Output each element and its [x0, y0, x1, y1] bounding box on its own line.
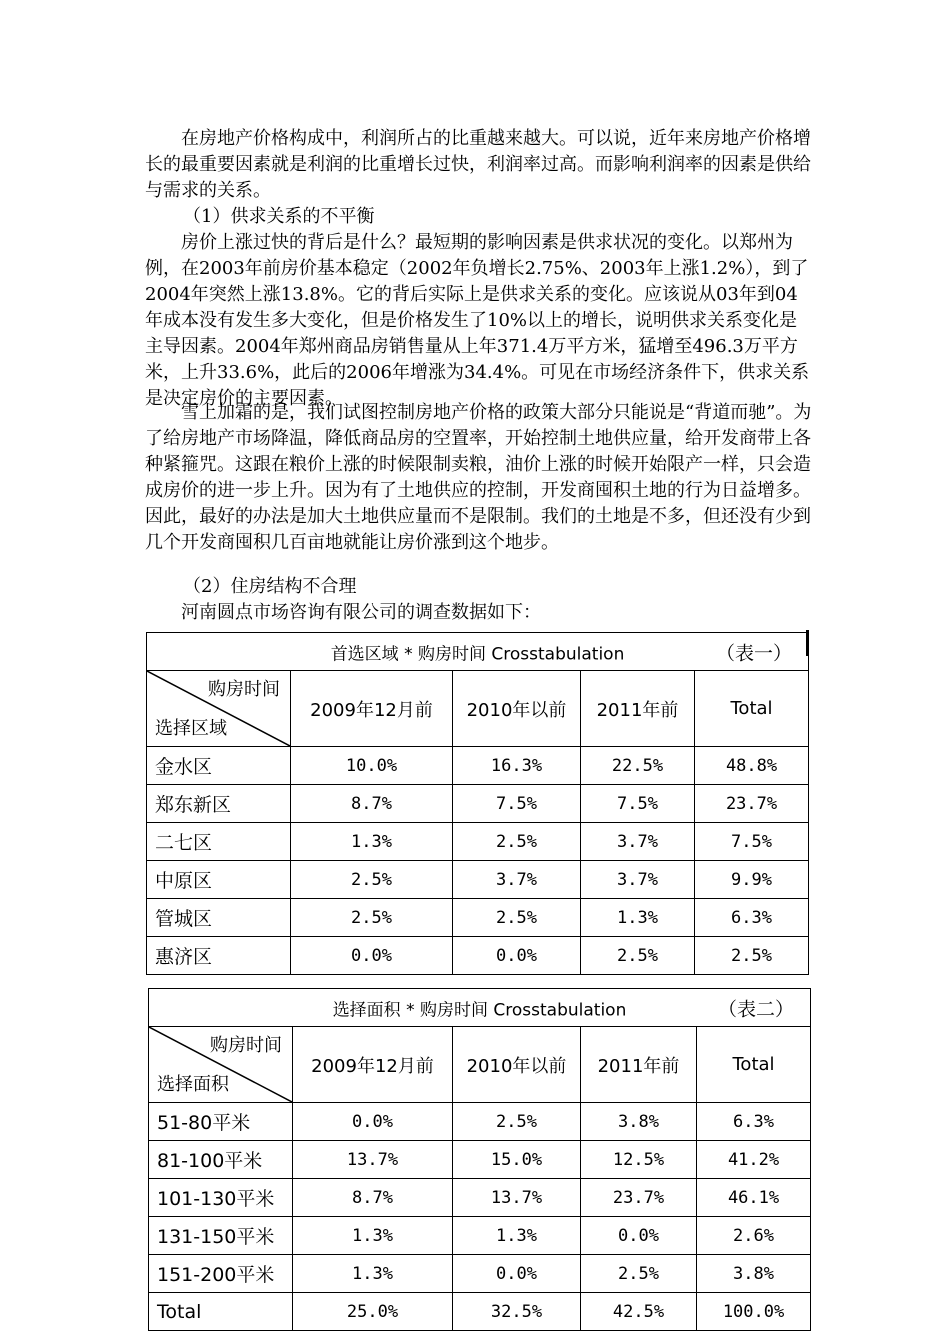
table-cell: 2.5% — [291, 899, 453, 937]
table-cell: 2.5% — [581, 1255, 697, 1293]
table-row — [147, 747, 809, 785]
table-cell: 25.0% — [293, 1293, 453, 1331]
corner-label-time: 购房时间 — [208, 679, 280, 700]
table-cell: 22.5% — [581, 747, 695, 785]
table-cell: 2.5% — [453, 823, 581, 861]
table-tag: （表二） — [718, 998, 795, 1020]
column-header: 2011年前 — [581, 671, 695, 747]
table-cell: 3.8% — [697, 1255, 811, 1293]
table-row — [147, 937, 809, 975]
column-header: 2009年12月前 — [293, 1027, 453, 1103]
table-cell: 3.8% — [581, 1103, 697, 1141]
table-title-row — [147, 633, 809, 671]
table-cell: 46.1% — [697, 1179, 811, 1217]
crosstab-table-area — [148, 988, 811, 1331]
heading-supply-demand: （1）供求关系的不平衡 — [183, 206, 375, 227]
column-header: 2011年前 — [581, 1027, 697, 1103]
table-cell: 42.5% — [581, 1293, 697, 1331]
column-header: Total — [697, 1027, 811, 1103]
table-corner-header — [147, 671, 291, 747]
column-header: 2009年12月前 — [291, 671, 453, 747]
table-title-row — [149, 989, 811, 1027]
table-cell: 1.3% — [293, 1255, 453, 1293]
table-cell: 8.7% — [293, 1179, 453, 1217]
table-cell: 15.0% — [453, 1141, 581, 1179]
row-label: 81-100平米 — [149, 1141, 293, 1179]
row-label: 151-200平米 — [149, 1255, 293, 1293]
table-cell: 2.5% — [581, 937, 695, 975]
table-row — [149, 1103, 811, 1141]
table-row — [149, 1141, 811, 1179]
column-header: 2010年以前 — [453, 671, 581, 747]
table-cell: 7.5% — [695, 823, 809, 861]
table-cell: 6.3% — [697, 1103, 811, 1141]
table-cell: 1.3% — [291, 823, 453, 861]
table-row — [149, 1217, 811, 1255]
table-row — [149, 1179, 811, 1217]
table-cell: 41.2% — [697, 1141, 811, 1179]
table-cell: 0.0% — [291, 937, 453, 975]
column-header: 2010年以前 — [453, 1027, 581, 1103]
table-cell: 9.9% — [695, 861, 809, 899]
corner-label-time: 购房时间 — [210, 1035, 282, 1056]
row-label: 101-130平米 — [149, 1179, 293, 1217]
table-cell: 32.5% — [453, 1293, 581, 1331]
table-cell: 10.0% — [291, 747, 453, 785]
table-cell: 100.0% — [697, 1293, 811, 1331]
table-row — [147, 899, 809, 937]
table-cell: 6.3% — [695, 899, 809, 937]
row-label: 51-80平米 — [149, 1103, 293, 1141]
row-label: Total — [149, 1293, 293, 1331]
table-cell: 3.7% — [453, 861, 581, 899]
table-cell: 0.0% — [453, 937, 581, 975]
corner-label-area: 选择区域 — [155, 718, 227, 739]
table-cell: 8.7% — [291, 785, 453, 823]
table-corner-header — [149, 1027, 293, 1103]
row-label: 中原区 — [147, 861, 291, 899]
table-cell: 3.7% — [581, 823, 695, 861]
table-cell: 13.7% — [453, 1179, 581, 1217]
row-label: 惠济区 — [147, 937, 291, 975]
column-header: Total — [695, 671, 809, 747]
row-label: 管城区 — [147, 899, 291, 937]
paragraph-survey-intro: 河南圆点市场咨询有限公司的调查数据如下： — [181, 602, 541, 623]
table-cell: 1.3% — [293, 1217, 453, 1255]
table-cell: 2.5% — [453, 899, 581, 937]
table-cell: 7.5% — [581, 785, 695, 823]
table-cell: 2.5% — [453, 1103, 581, 1141]
table-cell: 2.5% — [291, 861, 453, 899]
corner-label-size: 选择面积 — [157, 1074, 229, 1095]
table-cell: 0.0% — [581, 1217, 697, 1255]
table-cell: 23.7% — [695, 785, 809, 823]
table-row — [147, 823, 809, 861]
table-row — [149, 1293, 811, 1331]
table-edge-mark — [806, 630, 809, 656]
table-tag: （表一） — [716, 642, 793, 664]
paragraph-profit: 在房地产价格构成中，利润所占的比重越来越大。可以说，近年来房地产价格增长的最重要因素就是利润的比重增长过快，利润率过高。而影响利润率的因素是供给与需求的关系。 — [145, 128, 811, 201]
row-label: 郑东新区 — [147, 785, 291, 823]
row-label: 二七区 — [147, 823, 291, 861]
heading-housing-structure: （2）住房结构不合理 — [183, 576, 357, 597]
table-row — [147, 785, 809, 823]
table-cell: 12.5% — [581, 1141, 697, 1179]
table-title: 选择面积 * 购房时间 Crosstabulation — [332, 1000, 627, 1020]
table-cell: 2.6% — [697, 1217, 811, 1255]
table-row — [149, 1255, 811, 1293]
paragraph-policy: 雪上加霜的是，我们试图控制房地产价格的政策大部分只能说是“背道而驰”。为了给房地产市场降温，降低商品房的空置率，开始控制土地供应量，给开发商带上各种紧箍咒。这跟在粮价上涨的时候限制卖粮，油价上涨的时候开始限产一样，只会造成房价的进一步上升。因为有了土地供应的控制，开发商囤积土地的行为日益增多。因此，最好的办法是加大土地供应量而不是限制。我们的土地是不多，但还没有少到几个开发商囤积几百亩地就能让房价涨到这个地步。 — [145, 402, 812, 553]
table-cell: 0.0% — [453, 1255, 581, 1293]
row-label: 131-150平米 — [149, 1217, 293, 1255]
table-cell: 2.5% — [695, 937, 809, 975]
table-cell: 0.0% — [293, 1103, 453, 1141]
table-cell: 1.3% — [581, 899, 695, 937]
table-cell: 7.5% — [453, 785, 581, 823]
table-row — [147, 861, 809, 899]
table-cell: 48.8% — [695, 747, 809, 785]
table-cell: 13.7% — [293, 1141, 453, 1179]
table-cell: 1.3% — [453, 1217, 581, 1255]
table-cell: 16.3% — [453, 747, 581, 785]
crosstab-table-district — [146, 632, 809, 975]
row-label: 金水区 — [147, 747, 291, 785]
table-cell: 3.7% — [581, 861, 695, 899]
paragraph-supply-demand: 房价上涨过快的背后是什么？最短期的影响因素是供求状况的变化。以郑州为例，在2003年前房价基本稳定（2002年负增长2.75%、2003年上涨1.2%），到了2004年突然上涨13.8%。它的背后实际上是供求关系的变化。应该说从03年到04年成本没有发生多大变化，但是价格发生了10%以上的增长，说明供求关系变化是主导因素。2004年郑州商品房销售量从上年371.4万平方米，猛增至496.3万平方米，上升33.6%，此后的2006年增涨为34.4%。可见在市场经济条件下，供求关系是决定房价的主要因素。 — [145, 232, 810, 409]
table-title: 首选区域 * 购房时间 Crosstabulation — [330, 644, 625, 664]
table-cell: 23.7% — [581, 1179, 697, 1217]
